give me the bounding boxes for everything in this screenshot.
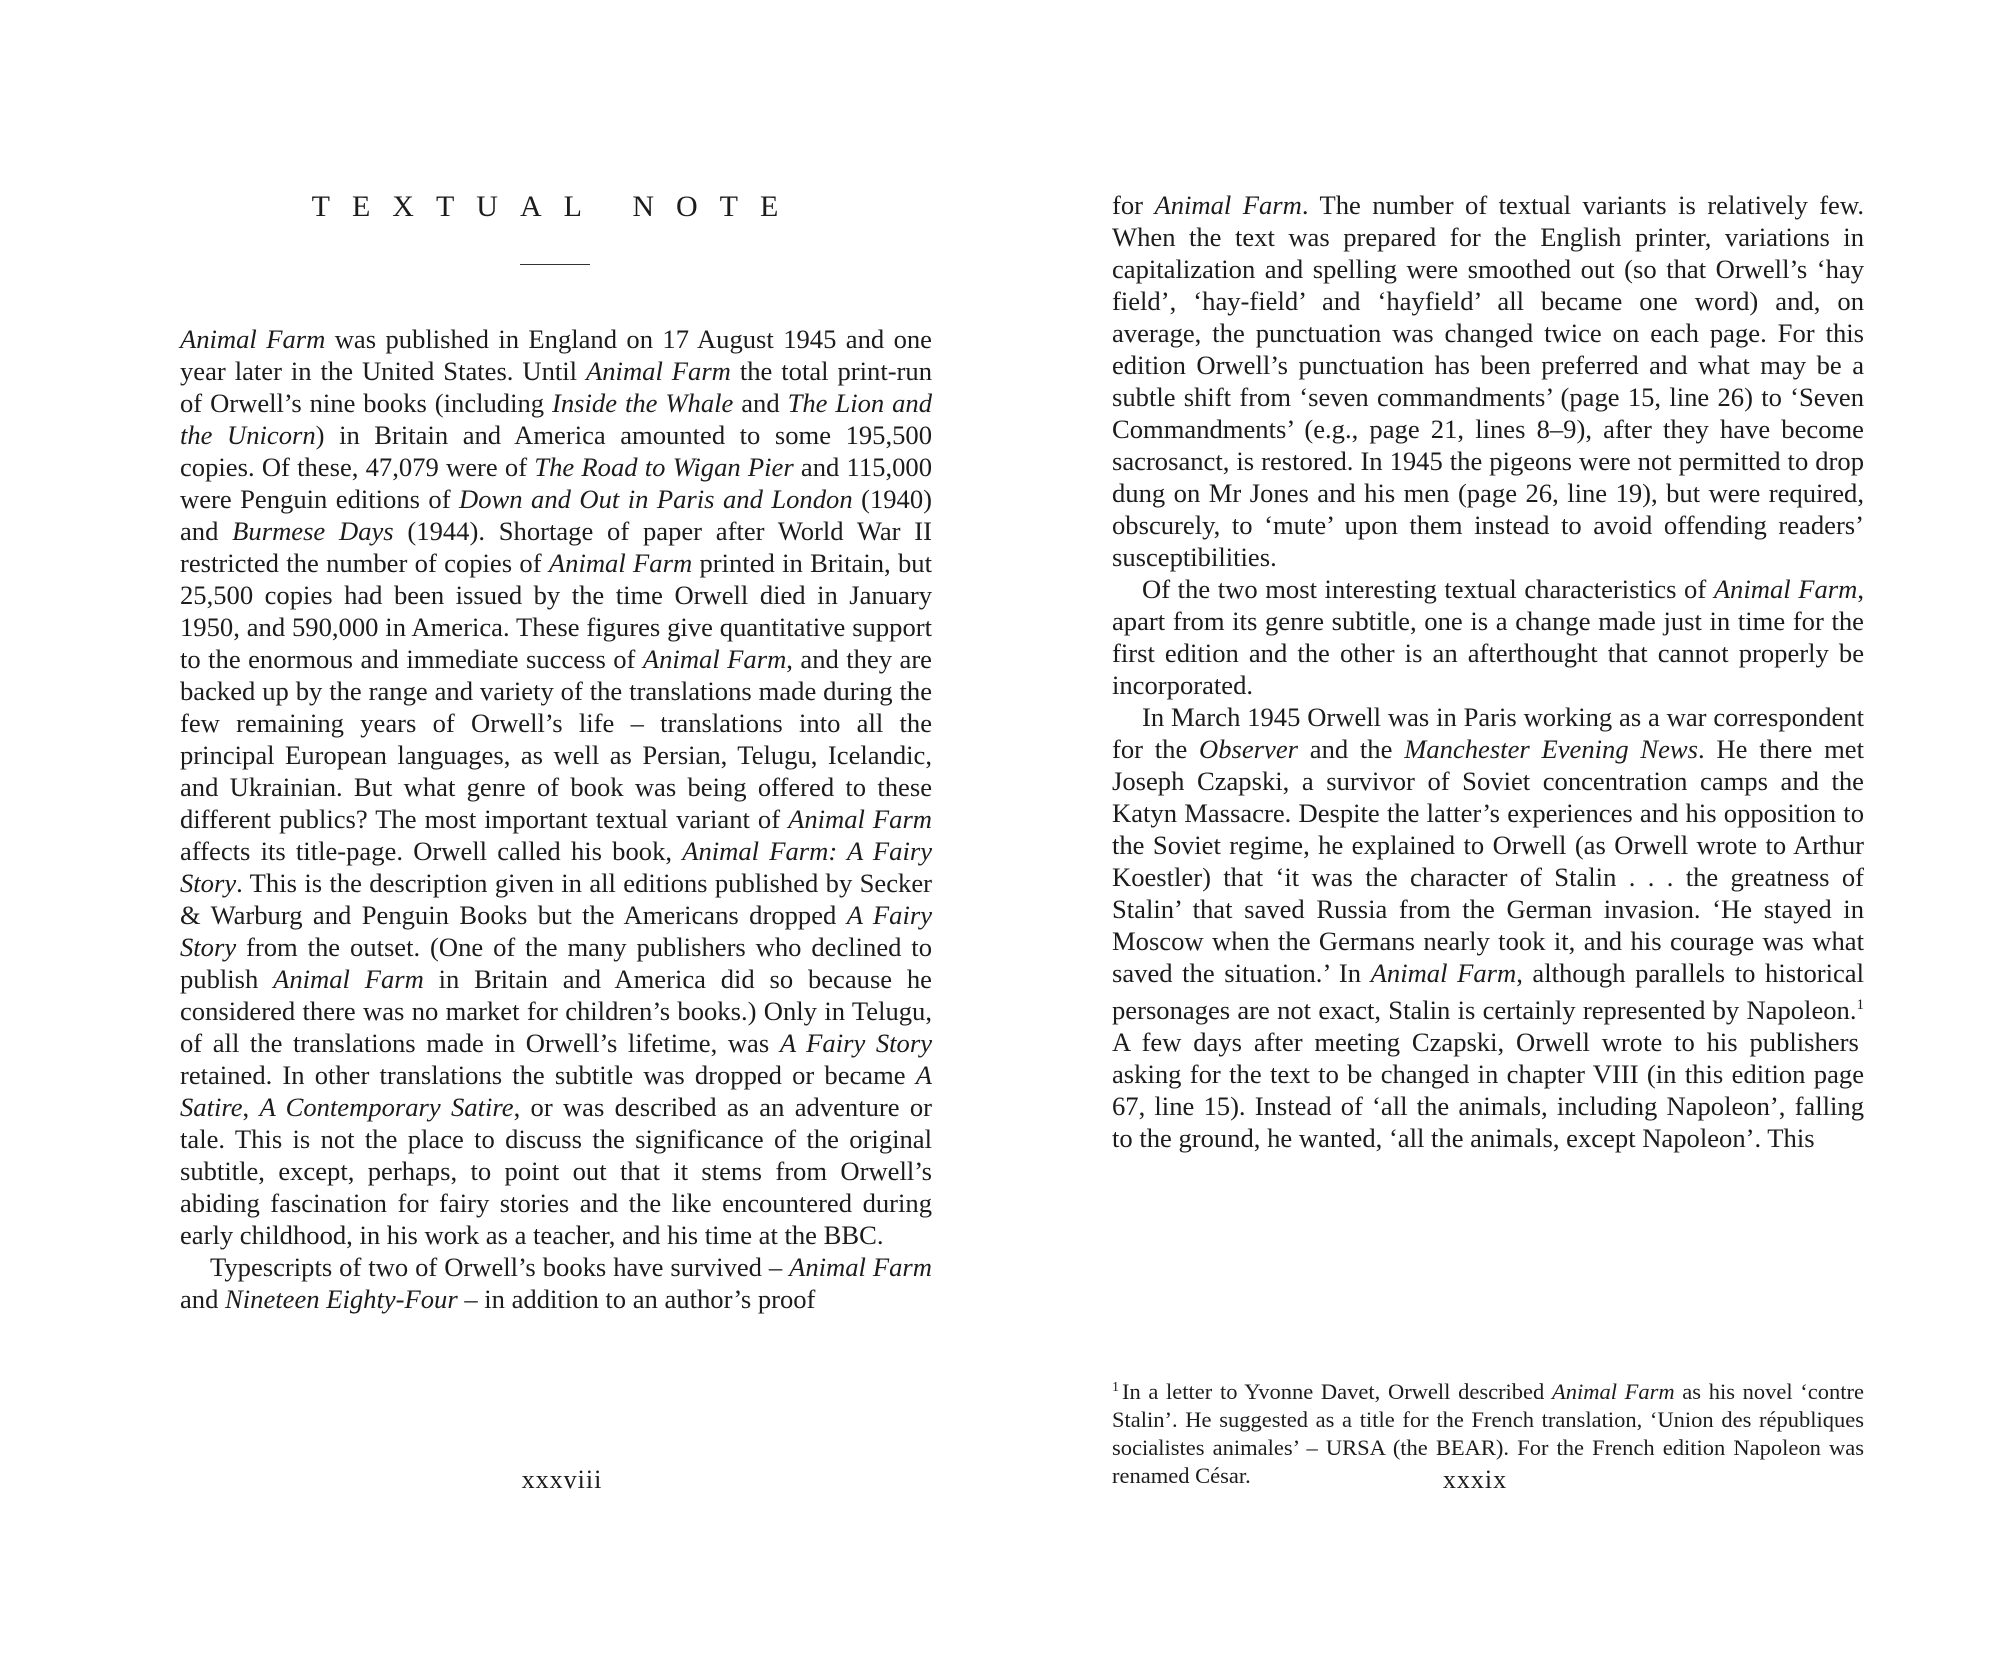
text-run: as his novel ‘contre Stalin’. He suggested as a title for the French translation, ‘Union des républiques socialistes animales’ – URSA (the BEAR). For the French edition Napoleon was renamed César.: [1112, 1379, 1865, 1488]
italic-title: Down and Out in Paris and London: [459, 484, 853, 514]
paragraph: [180, 1251, 932, 1315]
text-run: . The number of textual variants is relatively few. When the text was prepared for the English printer, variations in capitalization and spelling were smoothed out (so that Orwell’s ‘hay field’, ‘hay-field’ and ‘hayfield’ all became one word) and, on average, the punctuation was changed twice on each page. For this edition Orwell’s punctuation has been preferred and what may be a subtle shift from ‘seven commandments’ (page 15, line 26) to ‘Seven Commandments’ (e.g., page 21, lines 8–9), after they have become sacrosanct, is restored. In 1945 the pigeons were not permitted to drop dung on Mr Jones and his men (page 26, line 19), but were required, obscurely, to ‘mute’ upon them instead to avoid offending readers’ susceptibilities.: [1112, 190, 1864, 572]
italic-title: Animal Farm: [642, 644, 787, 674]
text-run: the total print-run of Orwell’s nine books (including: [180, 356, 933, 418]
right-body-text: [1112, 189, 1864, 1154]
italic-title: Burmese Days: [232, 516, 394, 546]
italic-title: Nineteen Eighty-Four: [225, 1284, 458, 1314]
text-run: in Britain and America did so because he considered there was no market for children’s books.) Only in Telugu, of all the translations made in Orwell’s lifetime, was: [180, 964, 932, 1058]
italic-title: A Contemporary Satire: [259, 1092, 514, 1122]
italic-title: Animal Farm: A Fairy Story: [180, 836, 932, 898]
text-run: for: [1112, 190, 1155, 220]
text-run: In a letter to Yvonne Davet, Orwell described: [1122, 1379, 1552, 1404]
text-run: , or was described as an adventure or tale. This is not the place to discuss the significance of the original subtitle, except, perhaps, to point out that it stems from Orwell’s abiding fascination for fairy stories and the like encountered during early childhood, in his work as a teacher, and his time at the BBC.: [180, 1092, 933, 1250]
text-run: printed in Britain, but 25,500 copies had been issued by the time Orwell died in January 1950, and 590,000 in America. These figures give quantitative support to the enormous and immediate success of: [180, 548, 932, 674]
italic-title: A Fairy Story: [180, 900, 932, 962]
italic-title: Animal Farm: [548, 548, 693, 578]
italic-title: A Fairy Story: [779, 1028, 932, 1058]
italic-title: Animal Farm: [1551, 1379, 1675, 1404]
text-run: , and they are backed up by the range and variety of the translations made during the few remaining years of Orwell’s life – translations into all the principal European languages, as well as Persian, Telugu, Icelandic, and Ukrainian. But what genre of book was being offered to these different publics? The most important textual variant of: [180, 644, 932, 834]
text-run: retained. In other translations the subtitle was dropped or became: [180, 1060, 916, 1090]
text-run: . This is the description given in all editions published by Secker & Warburg and Penguin Books but the Americans dropped: [180, 868, 932, 930]
heading-rule: [520, 264, 590, 265]
text-run: Of the two most interesting textual characteristics of: [1142, 574, 1714, 604]
page-heading: TEXTUAL NOTE: [311, 190, 801, 223]
italic-title: Animal Farm: [1713, 574, 1858, 604]
footnote-mark: 1: [1112, 1380, 1119, 1395]
text-run: and 115,000 were Penguin editions of: [180, 452, 932, 514]
left-body-text: [180, 323, 932, 1315]
italic-title: Animal Farm: [788, 804, 932, 834]
paragraph: [1112, 189, 1864, 573]
italic-title: Animal Farm: [1370, 958, 1517, 988]
text-run: from the outset. (One of the many publishers who declined to publish: [180, 932, 932, 994]
text-run: A few days after meeting Czapski, Orwell wrote to his publishers asking for the text to be changed in chapter VIII (in this edition page 67, line 15). Instead of ‘all the animals, including Napoleon’, falling to the ground, he wanted, ‘all the animals, except Napoleon’. This: [1112, 1027, 1864, 1153]
text-run: , although parallels to historical personages are not exact, Stalin is certainly represented by Napoleon.: [1112, 958, 1864, 1025]
text-run: In March 1945 Orwell was in Paris working as a war correspondent for the: [1112, 702, 1864, 764]
paragraph: [180, 323, 932, 1251]
italic-title: A Satire: [180, 1060, 932, 1122]
text-run: and the: [1298, 734, 1405, 764]
right-page: [1000, 0, 2000, 1675]
text-run: was published in England on 17 August 1945 and one year later in the United States. Until: [180, 324, 932, 386]
text-run: and: [180, 1284, 226, 1314]
text-run: (1940) and: [180, 484, 932, 546]
page-number: xxxviii: [521, 1465, 603, 1494]
italic-title: Inside the Whale: [552, 388, 734, 418]
text-run: . He there met Joseph Czapski, a survivor of Soviet concentration camps and the Katyn Massacre. Despite the latter’s experiences and his opposition to the Soviet regime, he explained to Orwell (as Orwell wrote to Arthur Koestler) that ‘it was the character of Stalin . . . the greatness of Stalin’ that saved Russia from the German invasion. ‘He stayed in Moscow when the Germans nearly took it, and his courage was what saved the situation.’ In: [1112, 734, 1864, 988]
text-run: – in addition to an author’s proof: [457, 1284, 816, 1314]
italic-title: The Lion and the Unicorn: [180, 388, 932, 450]
footnote-reference: 1: [1856, 997, 1864, 1013]
italic-title: The Road to Wigan Pier: [534, 452, 794, 482]
paragraph: [1112, 573, 1864, 701]
paragraph: [1112, 701, 1864, 1154]
italic-title: Animal Farm: [1154, 190, 1302, 220]
italic-title: Animal Farm: [180, 324, 326, 354]
italic-title: Animal Farm: [789, 1252, 932, 1282]
text-run: and: [733, 388, 788, 418]
italic-title: Animal Farm: [273, 964, 424, 994]
text-run: (1944). Shortage of paper after World War II restricted the number of copies of: [180, 516, 933, 578]
text-run: ,: [242, 1092, 260, 1122]
text-run: , apart from its genre subtitle, one is a change made just in time for the first edition and the other is an afterthought that cannot properly be incorporated.: [1112, 574, 1864, 700]
text-run: affects its title-page. Orwell called his book,: [180, 836, 683, 866]
text-run: ) in Britain and America amounted to some 195,500 copies. Of these, 47,079 were of: [180, 420, 932, 482]
italic-title: Manchester Evening News: [1404, 734, 1699, 764]
italic-title: Animal Farm: [586, 356, 731, 386]
text-run: Typescripts of two of Orwell’s books have survived –: [210, 1252, 790, 1282]
italic-title: Observer: [1199, 734, 1298, 764]
page-number: xxxix: [1442, 1465, 1508, 1494]
